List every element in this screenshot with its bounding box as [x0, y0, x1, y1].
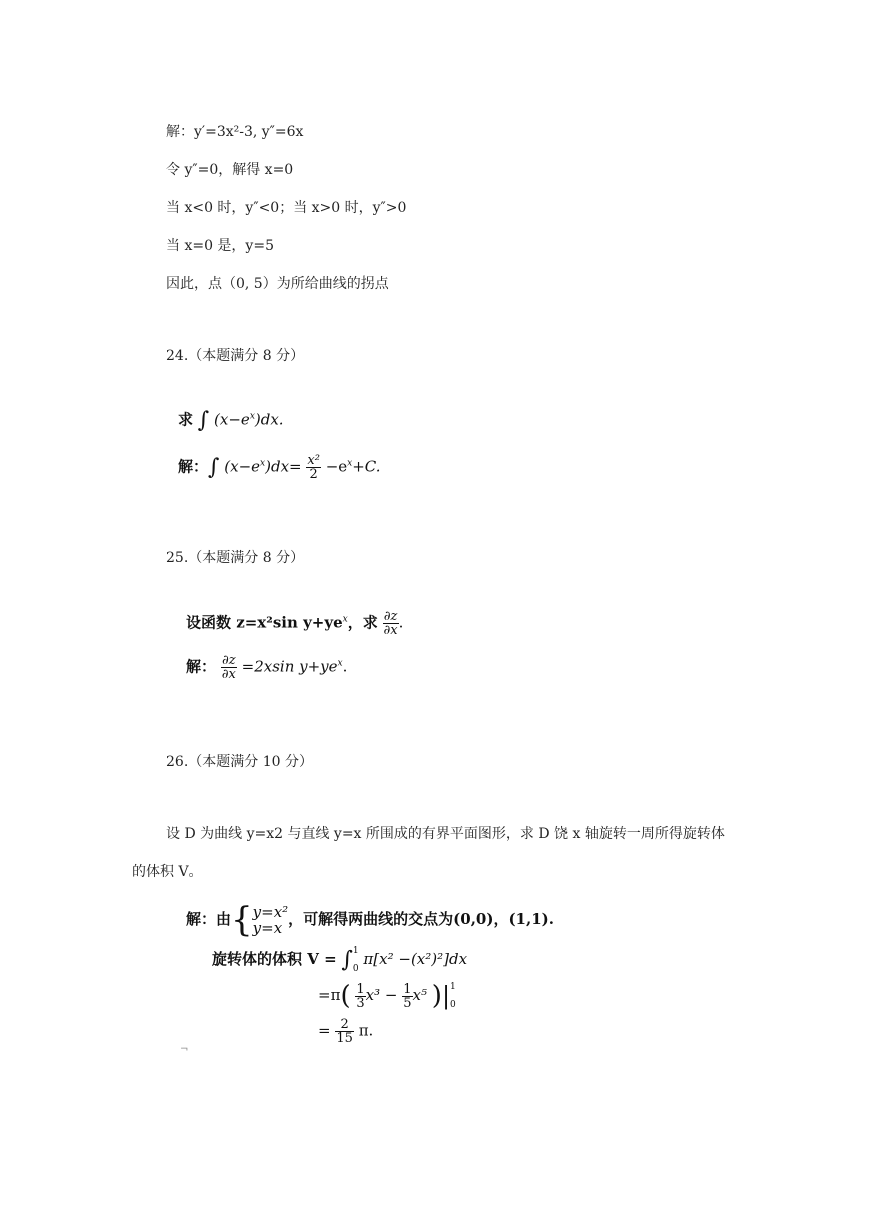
question-24-heading: 24.（本题满分 8 分）: [166, 348, 305, 364]
question-26-result: = $\frac{2}{15}$ π.: [318, 1017, 374, 1046]
solution-line-derivatives: 解：y′=3x²-3, y″=6x: [166, 124, 304, 140]
question-26-solution: [186, 900, 586, 1050]
question-26-problem-line1: 设 D 为曲线 y=x2 与直线 y=x 所围成的有界平面图形，求 D 饶 x 轴旋转一周所得旋转体: [166, 826, 725, 842]
question-26-problem-line2: 的体积 V。: [132, 864, 203, 880]
question-26-heading: 26.（本题满分 10 分）: [166, 754, 313, 770]
question-25-math: [186, 610, 446, 700]
question-25-heading: 25.（本题满分 8 分）: [166, 550, 305, 566]
solution-line-conclusion: 因此，点（0, 5）为所给曲线的拐点: [166, 276, 389, 292]
question-26-volume-integral: 旋转体的体积 V = ∫ 1 0 π[x² −(x²)²]dx: [212, 946, 468, 974]
footer-mark: ¬: [180, 1044, 189, 1055]
question-25-prompt: 设函数 z=x²sin $y+ye^x$，求 $\frac{\partial z}{\partial x}$ .: [186, 609, 404, 638]
question-26-intersection: 解：由{ y=x² y=x ，可解得两曲线的交点为(0,0)，(1,1).: [186, 900, 554, 940]
solution-line-value: 当 x=0 是，y=5: [166, 238, 274, 254]
question-26-antiderivative: =π( $\frac{1}{3}$ x³ − $\frac{1}{5}$ x⁵ )| 1 0: [318, 981, 456, 1011]
question-24-solution: 解：∫ $(x-e^x)dx=$ $\frac{\text{x²}}{2}$ $-e^x+C$.: [178, 453, 381, 482]
question-24-prompt: 求 ∫ $(x-e^x)dx$.: [178, 408, 284, 433]
question-25-solution: 解： $\frac{\partial z}{\partial x}$ =2xsin $y+ye^x$.: [186, 653, 348, 682]
question-24-math: [178, 408, 438, 498]
solution-line-set-zero: 令 y″=0，解得 x=0: [166, 162, 294, 178]
solution-line-sign-analysis: 当 x<0 时，y″<0；当 x>0 时，y″>0: [166, 200, 407, 216]
